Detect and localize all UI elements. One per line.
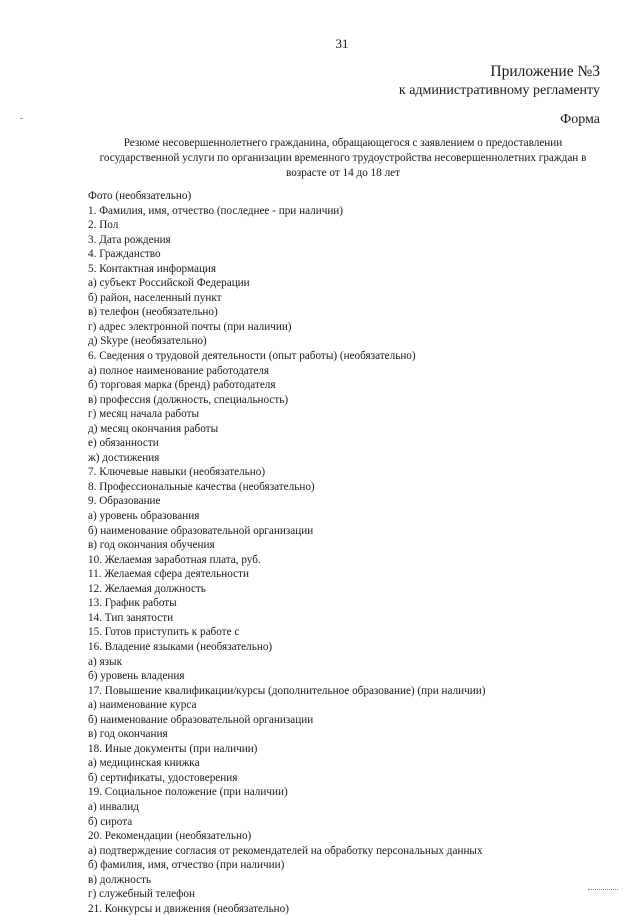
resume-field-item: а) инвалид [88,800,139,813]
resume-field-item: 5. Контактная информация [88,262,217,275]
resume-field-item: д) Skype (необязательно) [88,335,207,348]
appendix-title: Приложение №3 [490,63,600,80]
form-label: Форма [560,112,600,127]
resume-field-item: 19. Социальное положение (при наличии) [88,786,288,799]
resume-field-item: б) сертификаты, удостоверения [88,771,238,784]
resume-field-item: 2. Пол [88,219,119,232]
resume-field-item: а) язык [88,655,123,668]
appendix-subtitle: к административному регламенту [398,83,600,98]
resume-field-item: 7. Ключевые навыки (необязательно) [88,466,266,479]
resume-field-item: а) медицинская книжка [88,757,200,770]
scan-artifact-bottom [588,889,618,891]
resume-field-item: в) профессия (должность, специальность) [88,393,289,406]
resume-field-item: б) уровень владения [88,670,185,683]
resume-field-item: 4. Гражданство [88,248,161,261]
resume-field-item: г) адрес электронной почты (при наличии) [88,320,292,333]
resume-field-item: б) район, населенный пункт [88,291,222,304]
resume-field-item: 20. Рекомендации (необязательно) [88,830,252,843]
resume-field-item: 8. Профессиональные качества (необязательно) [88,480,315,493]
resume-field-item: Фото (необязательно) [88,190,192,202]
resume-field-item: 3. Дата рождения [88,233,171,246]
resume-field-item: 6. Сведения о трудовой деятельности (опыт работы) (необязательно) [88,350,416,363]
resume-field-item: в) год окончания обучения [88,539,215,552]
document-title: Резюме несовершеннолетнего гражданина, обращающегося с заявлением о предоставлении государственной услуги по организации временного трудоустройства несовершеннолетних граждан в возрасте от 14 до 18 лет [99,137,587,179]
resume-field-item: 12. Желаемая должность [88,582,206,595]
scan-artifact-left [20,118,23,119]
resume-field-item: в) должность [88,873,152,886]
resume-field-item: в) телефон (необязательно) [88,306,218,319]
resume-field-item: 1. Фамилия, имя, отчество (последнее - при наличии) [88,204,344,217]
resume-field-item: а) уровень образования [88,510,200,523]
resume-field-item: 21. Конкурсы и движения (необязательно) [88,902,289,915]
resume-field-item: 11. Желаемая сфера деятельности [88,568,249,581]
resume-field-item: б) сирота [88,815,133,828]
resume-field-item: 18. Иные документы (при наличии) [88,742,258,755]
resume-field-item: 16. Владение языками (необязательно) [88,640,273,653]
resume-field-list [88,189,528,916]
resume-field-item: б) фамилия, имя, отчество (при наличии) [88,859,285,872]
resume-field-item: б) наименование образовательной организации [88,713,314,726]
resume-field-item: г) месяц начала работы [88,408,199,421]
resume-field-item: д) месяц окончания работы [88,422,219,435]
resume-field-item: 17. Повышение квалификации/курсы (дополнительное образование) (при наличии) [88,684,486,697]
resume-field-item: 10. Желаемая заработная плата, руб. [88,553,261,566]
resume-field-item: 15. Готов приступить к работе с [88,626,240,639]
resume-field-item: а) субъект Российской Федерации [88,277,250,290]
resume-field-item: 14. Тип занятости [88,611,174,624]
resume-field-item: г) служебный телефон [88,888,196,901]
page-number: 31 [335,36,349,51]
resume-field-item: в) год окончания [88,728,168,741]
resume-field-item: а) наименование курса [88,699,197,712]
appendix-header [399,62,600,100]
resume-field-item: б) торговая марка (бренд) работодателя [88,379,276,392]
resume-field-item: а) полное наименование работодателя [88,364,270,377]
resume-field-item: 9. Образование [88,495,161,508]
resume-field-item: ж) достижения [88,451,160,464]
resume-field-item: е) обязанности [88,437,159,450]
resume-field-item: б) наименование образовательной организации [88,524,314,537]
resume-field-item: а) подтверждение согласия от рекомендателей на обработку персональных данных [88,844,483,857]
resume-field-item: 13. График работы [88,597,177,610]
